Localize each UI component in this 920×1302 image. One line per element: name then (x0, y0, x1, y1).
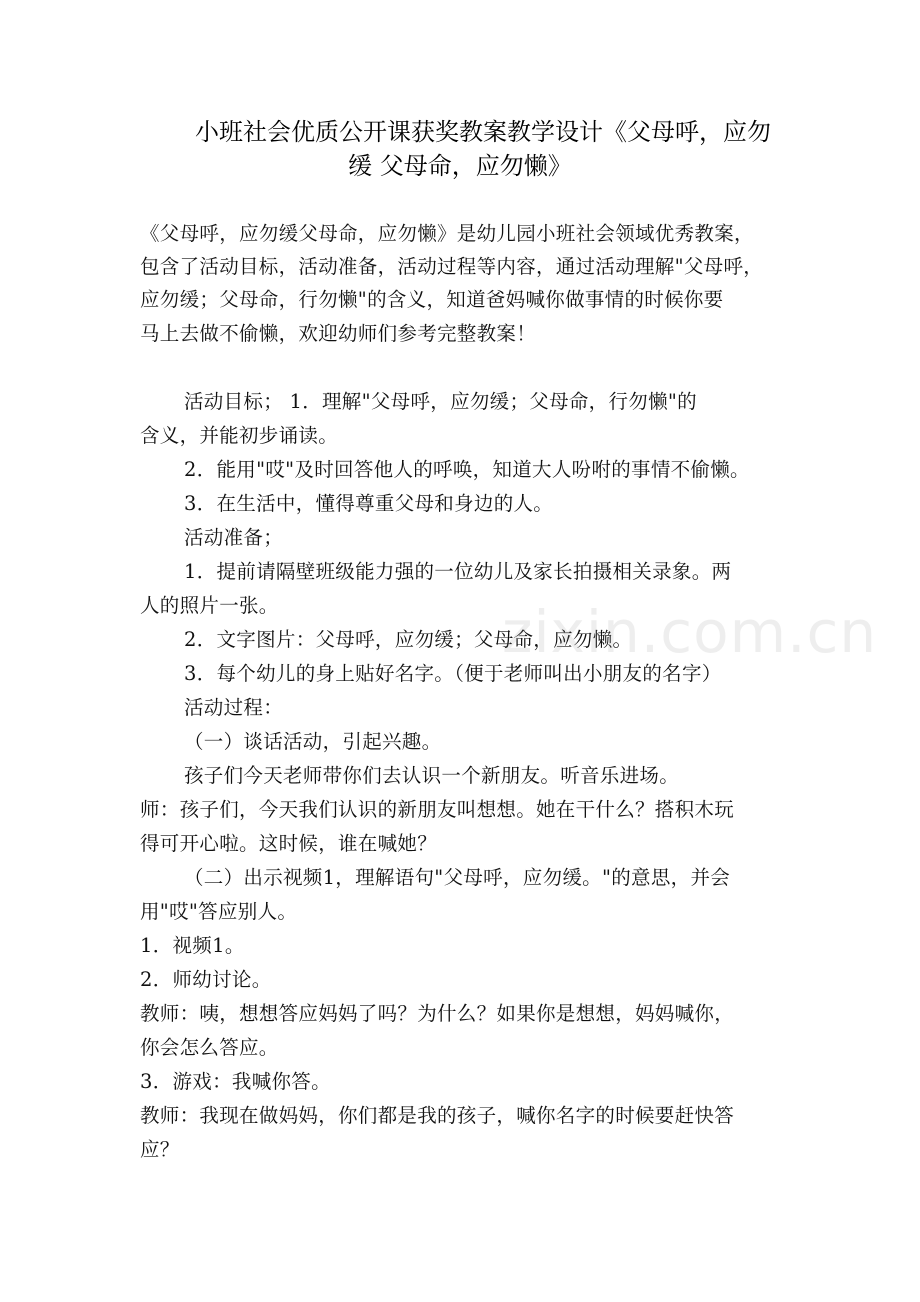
body-line: 用"哎"答应别人。 (140, 900, 298, 923)
body-line: 1．提前请隔壁班级能力强的一位幼儿及家长拍摄相关录象。两 (184, 560, 732, 583)
body-line: 2．能用"哎"及时回答他人的呼唤，知道大人吩咐的事情不偷懒。 (184, 458, 750, 481)
body-line: 得可开心啦。这时候，谁在喊她？ (140, 832, 438, 855)
section-heading: （一）谈话活动，引起兴趣。 (184, 730, 442, 753)
body-line: 2．文字图片：父母呼，应勿缓；父母命，应勿懒。 (184, 628, 633, 651)
document-title-line-1: 小班社会优质公开课获奖教案教学设计《父母呼，应勿 (195, 118, 771, 146)
document-title-line-2: 缓 父母命，应勿懒》 (348, 152, 572, 180)
intro-line: 包含了活动目标，活动准备，活动过程等内容，通过活动理解"父母呼， (140, 255, 764, 278)
body-line: 孩子们今天老师带你们去认识一个新朋友。听音乐进场。 (184, 764, 680, 787)
watermark: zixin.com.cn (502, 598, 878, 666)
intro-line: 《父母呼，应勿缓父母命，应勿懒》是幼儿园小班社会领域优秀教案， (140, 222, 754, 245)
body-line: 教师：咦，想想答应妈妈了吗？为什么？如果你是想想，妈妈喊你， (140, 1002, 735, 1025)
activity-goals-heading: 活动目标； 1．理解"父母呼，应勿缓；父母命，行勿懒"的 (184, 390, 697, 413)
body-line: 1．视频1。 (140, 934, 245, 957)
section-heading: （二）出示视频1，理解语句"父母呼，应勿缓。"的意思，并会 (184, 866, 731, 889)
body-line: 3．游戏：我喊你答。 (140, 1070, 331, 1093)
intro-line: 马上去做不偷懒，欢迎幼师们参考完整教案！ (140, 322, 537, 345)
activity-prep-heading: 活动准备； (184, 526, 284, 549)
body-line: 2．师幼讨论。 (140, 968, 272, 991)
body-line: 3．在生活中，懂得尊重父母和身边的人。 (184, 492, 554, 515)
body-line: 应？ (140, 1138, 180, 1161)
intro-line: 应勿缓；父母命，行勿懒"的含义，知道爸妈喊你做事情的时候你要 (140, 288, 724, 311)
body-line: 人的照片一张。 (140, 594, 279, 617)
body-line: 师：孩子们，今天我们认识的新朋友叫想想。她在干什么？搭积木玩 (140, 798, 735, 821)
body-line: 教师：我现在做妈妈，你们都是我的孩子，喊你名字的时候要赶快答 (140, 1104, 735, 1127)
body-line: 你会怎么答应。 (140, 1036, 279, 1059)
body-line: 含义，并能初步诵读。 (140, 424, 339, 447)
activity-process-heading: 活动过程： (184, 696, 284, 719)
body-line: 3．每个幼儿的身上贴好名字。（便于老师叫出小朋友的名字） (184, 662, 722, 685)
